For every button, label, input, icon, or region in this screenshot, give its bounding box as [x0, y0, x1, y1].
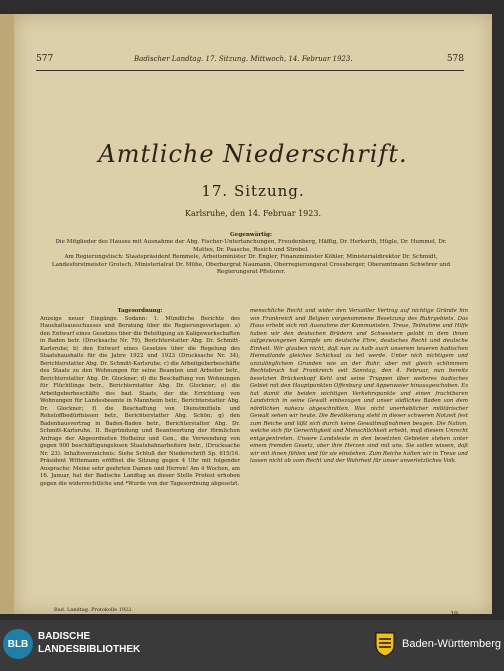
- signature-number: 19: [450, 611, 458, 618]
- blb-logo-icon[interactable]: BLB: [3, 629, 33, 659]
- region-name[interactable]: Baden-Württemberg: [402, 638, 502, 650]
- page-number-right: 578: [446, 54, 464, 64]
- session-heading: 17. Sitzung.: [201, 182, 305, 200]
- attendance-block: [44, 232, 458, 276]
- right-column: [250, 308, 468, 466]
- attendance-government: Am Regierungstisch: Staatspräsident Remmele, Arbeitsminister Dr. Engler, Finanzminister Köhler, Ministerialdirektor Dr. Schmidt, Landesforstmeister Grotsch, Ministerialrat Dr. Mühe, Oberbergrat Naumann, Oberregierungsrat Crossberger, Oberamtmann Schwörer und Regierungsrat Pfisterer.: [51, 254, 451, 276]
- coat-of-arms-icon: [374, 631, 396, 657]
- agenda-heading: Tagesordnung:: [117, 308, 163, 314]
- library-name[interactable]: [38, 630, 140, 656]
- footer-note: Bad. Landtag. Protokolle 1922.: [54, 607, 134, 613]
- library-name-line1: BADISCHE: [38, 631, 91, 642]
- header-rule: [36, 70, 464, 71]
- left-column: [40, 308, 240, 488]
- document-title: Amtliche Niederschrift.: [98, 140, 408, 168]
- dateline: Karlsruhe, den 14. Februar 1923.: [185, 209, 321, 218]
- left-column-text: Anzeige neuer Eingänge. Sodann: 1. Mündliche Berichte des Haushaltsausschusses und Beratung über die Regierungsvorlagen: a) den Entwurf eines Gesetzes über die Beteiligung an Kaligewerkschaften in Baden betr. (Drucksache Nr. 79), Berichterstatter Abg. Dr. Schmitt-Karlsruhe; b) den Entwurf eines Gesetzes über die Regelung des Staatshaushalts für die Jahre 1922 und 1923 (Drucksache Nr. 34), Berichterstatter Abg. Dr. Schmitt-Karlsruhe; c) die Arbeitgeberbeschäfte des Staats zu den Wohnungen für seine Beamten und Arbeiter betr., Berichterstatter Abg. Dr. Glockner; d) die Beschaffung von Wohnungen für Flüchtlinge betr., Berichterstatter Abg. Dr. Glockner; e) die Arbeitgeberbeschäfte des bad. Staats, der die Errichtung von Wohnungen für Landesbeamte in Mannheim betr., Berichterstatter Abg. Dr. Glockner; f) die Beschaffung von Dienstmitteln und Rohstoffbedürfnissen betr., Berichterstatter Abg. Schön; g) den Badenhausvertrag in Baden-Baden betr., Berichterstatter Abg. Dr. Schmitt-Karlsruhe. II. Begründung und Beantwortung der förmlichen Anfrage der Abgeordneten Hofheinz und Gen., die Verwendung von gegen 900 beschäftigungslosen Staatsbahnarbeitern betr., (Drucksache Nr. 23). Inhaltsverzeichnis: Siehe Schluß der Niederschrift Sp. 615/16. Präsident Wittemann eröffnet die Sitzung gegen 4 Uhr mit folgender Ansprache: Meine sehr geehrten Damen und Herren! Am 4 Wochen, am 16. Januar, hat der Badische Landtag an dieser Stelle Protest erhoben gegen die widerrechtliche und *Wurde von der Tagesordnung abgesetzt.: [40, 315, 240, 487]
- document-page: [14, 14, 492, 618]
- right-column-text: menschliche Recht und wider den Versailler Vertrag auf nichtige Gründe hin von Frankreich und Belgien vorgenommene Besetzung des Ruhrgebiets. Das Haus erhebt sich mit Ausnahme der Kommunisten. Treue, Teilnahme und Hilfe haben wir den deutschen Brüdern und Schwestern gelobt in dem ihnen aufgezwungenen Kampfe um deutsche Ehre, deutsches Recht und deutsche Einheit. Wir glauben nicht, daß nun zu halb auch unserem teueren badischen Heimatlande gleiches Schicksal zu teil werde. Unter nich nichtigem und unzulänglichem Grunden wie an der Ruhr, aber mit gleich schlimmem Rechtsbruch hat Frankreich seit Sonntag, den 4. Februar, nun bereits besetzten Brückenkopf Kehl und seine Truppen über weiteres badisches Gebiet mit den Hauptpunkten Offenburg und Appenweier hinausgeschoben. Es hat damit die beiden wichtigen Verkehrspunkte und einen fruchtbaren Landstrich in seine Gewalt einbezogen und unser südliches Baden von dem nördlichen nahezu abgeschnitten. Was nicht unerheblicher militärischer Gewalt sehen wir heute. Die Bevölkerung steht in dieser schweren Notzeit fest zum Reiche und läßt sich durch keine Gewaltmaßnahmen beugen. Die Nation, welche sich für Gerechtigkeit und Menschlichkeit erhebt, muß diesem Unrecht entgegentreten. Unsere Landsleute in den besetzten Gebieten stehen unter einem fremden Gesetz, aber ihre Herzen sind mit uns. Sie sollen wissen, daß wir mit ihnen fühlen und für sie einstehen. Zum Reiche halten wir in Treue und lassen nicht ab vom Recht und der Wahrheit für unser unverletzliches Volk.: [250, 308, 468, 464]
- library-name-line2: LANDESBIBLIOTHEK: [38, 644, 141, 655]
- attendance-members: Die Mitglieder des Hauses mit Ausnahme der Abg. Fischer-Untertanchungen, Freudenberg, Häffig, Dr. Herkurth, Hügle, Dr. Hummel, Dr. Mattes, Dr. Paasche, Rosich und Strobel.: [55, 239, 447, 253]
- attendance-heading: Gegenwärtig:: [230, 232, 272, 238]
- header-title: Badischer Landtag. 17. Sitzung. Mittwoch, 14. Februar 1923.: [134, 55, 353, 63]
- page-number-left: 577: [36, 54, 54, 64]
